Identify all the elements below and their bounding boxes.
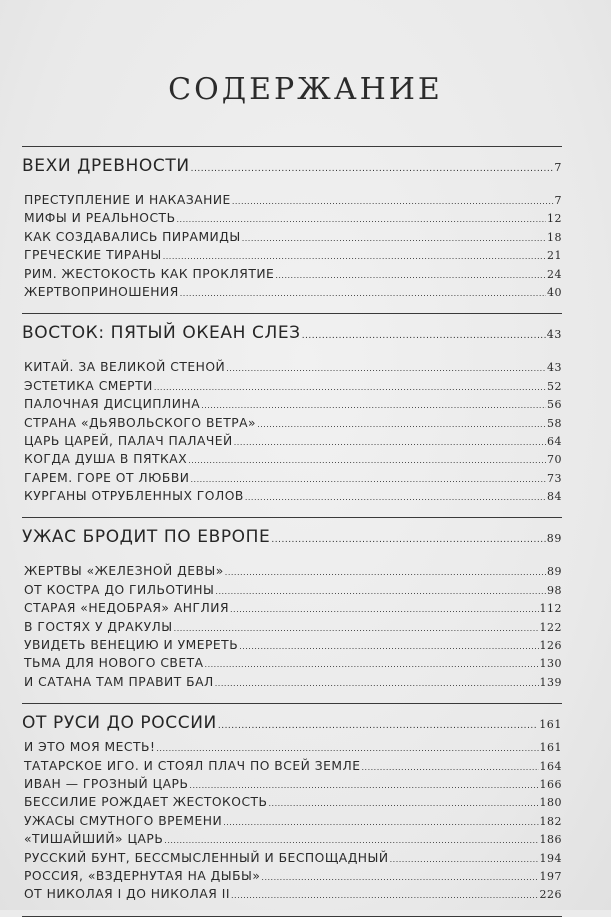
dot-leader xyxy=(180,283,546,303)
entry-title: ГРЕЧЕСКИЕ ТИРАНЫ xyxy=(24,248,162,263)
toc-entry xyxy=(24,414,562,432)
entry-page-number: 21 xyxy=(547,249,562,263)
dot-leader xyxy=(230,599,538,619)
toc-entry xyxy=(24,246,562,264)
entry-title: ЦАРЬ ЦАРЕЙ, ПАЛАЧ ПАЛАЧЕЙ xyxy=(24,433,233,448)
toc-entry xyxy=(24,358,562,376)
entry-title: КОГДА ДУША В ПЯТКАХ xyxy=(24,452,188,467)
entry-title: РИМ. ЖЕСТОКОСТЬ КАК ПРОКЛЯТИЕ xyxy=(24,266,275,281)
entry-title: КУРГАНЫ ОТРУБЛЕННЫХ ГОЛОВ xyxy=(24,489,244,504)
toc-entry xyxy=(24,191,562,209)
dot-leader xyxy=(261,867,538,887)
toc-section xyxy=(22,146,562,314)
toc-entry xyxy=(24,885,562,903)
toc-entry xyxy=(24,283,562,301)
dot-leader xyxy=(225,562,546,582)
entry-page-number: 58 xyxy=(547,416,562,430)
entry-page-number: 130 xyxy=(539,657,562,671)
entry-page-number: 73 xyxy=(547,471,562,485)
dot-leader xyxy=(245,487,546,507)
section-page-number: 89 xyxy=(546,532,562,546)
entry-title: КАК СОЗДАВАЛИСЬ ПИРАМИДЫ xyxy=(24,229,241,244)
entry-page-number: 84 xyxy=(547,490,562,504)
toc-entry xyxy=(24,867,562,885)
toc-entry xyxy=(24,562,562,580)
entry-page-number: 126 xyxy=(539,639,562,653)
entry-title: ТАТАРСКОЕ ИГО. И СТОЯЛ ПЛАЧ ПО ВСЕЙ ЗЕМЛЕ xyxy=(24,758,361,773)
dot-leader xyxy=(239,636,538,656)
entry-title: РУССКИЙ БУНТ, БЕССМЫСЛЕННЫЙ И БЕСПОЩАДНЫЙ xyxy=(24,850,389,865)
dot-leader xyxy=(163,246,546,266)
entry-title: ЭСТЕТИКА СМЕРТИ xyxy=(24,378,153,393)
entry-title: БЕССИЛИЕ РОЖДАЕТ ЖЕСТОКОСТЬ xyxy=(24,795,268,810)
toc-section xyxy=(22,318,562,518)
toc-entry xyxy=(24,636,562,654)
entry-page-number: 194 xyxy=(539,851,562,865)
toc-entry xyxy=(24,654,562,672)
toc-entry xyxy=(24,830,562,848)
section-heading: ВОСТОК: ПЯТЫЙ ОКЕАН СЛЕЗ xyxy=(22,323,301,344)
entry-title: ЖЕРТВЫ «ЖЕЛЕЗНОЙ ДЕВЫ» xyxy=(24,564,224,579)
dot-leader xyxy=(361,757,538,777)
toc-entry xyxy=(24,209,562,227)
entry-page-number: 56 xyxy=(547,398,562,412)
section-heading-row xyxy=(22,151,562,181)
dot-leader xyxy=(189,775,538,795)
entry-page-number: 52 xyxy=(547,379,562,393)
toc-entry xyxy=(24,487,562,505)
section-items xyxy=(22,552,562,703)
dot-leader xyxy=(232,191,554,211)
dot-leader xyxy=(191,151,554,184)
entry-page-number: 12 xyxy=(547,212,562,226)
section-heading-row xyxy=(22,522,562,552)
dot-leader xyxy=(275,265,546,285)
toc-section xyxy=(22,522,562,704)
section-heading-row xyxy=(22,708,562,738)
dot-leader xyxy=(188,450,546,470)
entry-page-number: 180 xyxy=(539,796,562,810)
dot-leader xyxy=(215,581,546,601)
dot-leader xyxy=(177,209,547,229)
section-items xyxy=(22,738,562,916)
toc-entry xyxy=(24,673,562,691)
toc-entry xyxy=(24,265,562,283)
dot-leader xyxy=(215,673,539,693)
entry-title: ПРЕСТУПЛЕНИЕ И НАКАЗАНИЕ xyxy=(24,193,231,207)
dot-leader xyxy=(205,654,539,674)
toc-entry xyxy=(24,581,562,599)
dot-leader xyxy=(156,738,538,758)
entry-page-number: 40 xyxy=(547,285,562,299)
entry-page-number: 7 xyxy=(554,194,562,207)
dot-leader xyxy=(218,708,538,741)
toc-entry xyxy=(24,450,562,468)
toc-entry xyxy=(24,228,562,246)
dot-leader xyxy=(234,432,546,452)
entry-title: УЖАСЫ СМУТНОГО ВРЕМЕНИ xyxy=(24,813,223,828)
section-heading: ОТ РУСИ ДО РОССИИ xyxy=(22,713,217,734)
toc-entry xyxy=(24,849,562,867)
toc-entry xyxy=(24,377,562,395)
entry-page-number: 89 xyxy=(547,565,562,579)
entry-page-number: 98 xyxy=(547,583,562,597)
toc-entry xyxy=(24,599,562,617)
entry-page-number: 139 xyxy=(539,675,562,689)
toc-entry xyxy=(24,775,562,793)
section-heading: УЖАС БРОДИТ ПО ЕВРОПЕ xyxy=(22,527,271,548)
section-heading: ВЕХИ ДРЕВНОСТИ xyxy=(22,156,190,176)
toc-entry xyxy=(24,432,562,450)
entry-page-number: 43 xyxy=(547,361,562,375)
toc-entry xyxy=(24,395,562,413)
dot-leader xyxy=(154,377,546,397)
entry-page-number: 64 xyxy=(547,434,562,448)
entry-title: И САТАНА ТАМ ПРАВИТ БАЛ xyxy=(24,674,214,689)
entry-page-number: 112 xyxy=(539,602,562,616)
entry-title: СТРАНА «ДЬЯВОЛЬСКОГО ВЕТРА» xyxy=(24,415,257,430)
toc-entry xyxy=(24,469,562,487)
entry-title: ТЬМА ДЛЯ НОВОГО СВЕТА xyxy=(24,656,204,671)
entry-title: И ЭТО МОЯ МЕСТЬ! xyxy=(24,740,156,755)
page-title: СОДЕРЖАНИЕ xyxy=(168,72,443,107)
entry-page-number: 226 xyxy=(539,888,562,902)
entry-title: УВИДЕТЬ ВЕНЕЦИЮ И УМЕРЕТЬ xyxy=(24,638,239,653)
entry-title: ГАРЕМ. ГОРЕ ОТ ЛЮБВИ xyxy=(24,470,190,485)
entry-title: «ТИШАЙШИЙ» ЦАРЬ xyxy=(24,832,164,847)
dot-leader xyxy=(242,228,546,248)
dot-leader xyxy=(223,812,538,832)
entry-title: ОТ КОСТРА ДО ГИЛЬОТИНЫ xyxy=(24,582,215,597)
entry-page-number: 186 xyxy=(539,833,562,847)
entry-page-number: 18 xyxy=(547,230,562,244)
entry-title: КИТАЙ. ЗА ВЕЛИКОЙ СТЕНОЙ xyxy=(24,360,226,375)
entry-page-number: 24 xyxy=(547,267,562,281)
toc-section xyxy=(22,708,562,917)
section-items xyxy=(22,181,562,313)
section-page-number: 161 xyxy=(539,718,562,732)
section-page-number: 43 xyxy=(546,328,562,342)
entry-title: В ГОСТЯХ У ДРАКУЛЫ xyxy=(24,619,173,634)
entry-title: ОТ НИКОЛАЯ I ДО НИКОЛАЯ II xyxy=(24,887,231,902)
dot-leader xyxy=(226,358,546,378)
toc-entry xyxy=(24,757,562,775)
entry-title: СТАРАЯ «НЕДОБРАЯ» АНГЛИЯ xyxy=(24,601,230,616)
dot-leader xyxy=(271,522,545,555)
toc-entry xyxy=(24,738,562,756)
entry-page-number: 161 xyxy=(539,741,562,755)
entry-page-number: 122 xyxy=(539,620,562,634)
section-page-number: 7 xyxy=(554,161,562,174)
entry-title: ПАЛОЧНАЯ ДИСЦИПЛИНА xyxy=(24,397,201,412)
section-heading-row xyxy=(22,318,562,348)
dot-leader xyxy=(201,395,546,415)
dot-leader xyxy=(174,618,539,638)
dot-leader xyxy=(302,318,546,351)
entry-page-number: 182 xyxy=(539,814,562,828)
dot-leader xyxy=(191,469,547,489)
dot-leader xyxy=(390,849,539,869)
entry-title: ЖЕРТВОПРИНОШЕНИЯ xyxy=(24,284,179,299)
toc-entry xyxy=(24,793,562,811)
entry-title: ИВАН — ГРОЗНЫЙ ЦАРЬ xyxy=(24,776,189,791)
dot-leader xyxy=(164,830,538,850)
entry-page-number: 166 xyxy=(539,777,562,791)
entry-title: МИФЫ И РЕАЛЬНОСТЬ xyxy=(24,211,176,226)
dot-leader xyxy=(231,885,538,905)
section-items xyxy=(22,348,562,517)
toc-entry xyxy=(24,618,562,636)
dot-leader xyxy=(268,793,538,813)
table-of-contents xyxy=(22,146,562,917)
entry-title: РОССИЯ, «ВЗДЕРНУТАЯ НА ДЫБЫ» xyxy=(24,868,261,883)
entry-page-number: 70 xyxy=(547,453,562,467)
entry-page-number: 164 xyxy=(539,759,562,773)
toc-entry xyxy=(24,812,562,830)
entry-page-number: 197 xyxy=(539,869,562,883)
dot-leader xyxy=(257,414,546,434)
